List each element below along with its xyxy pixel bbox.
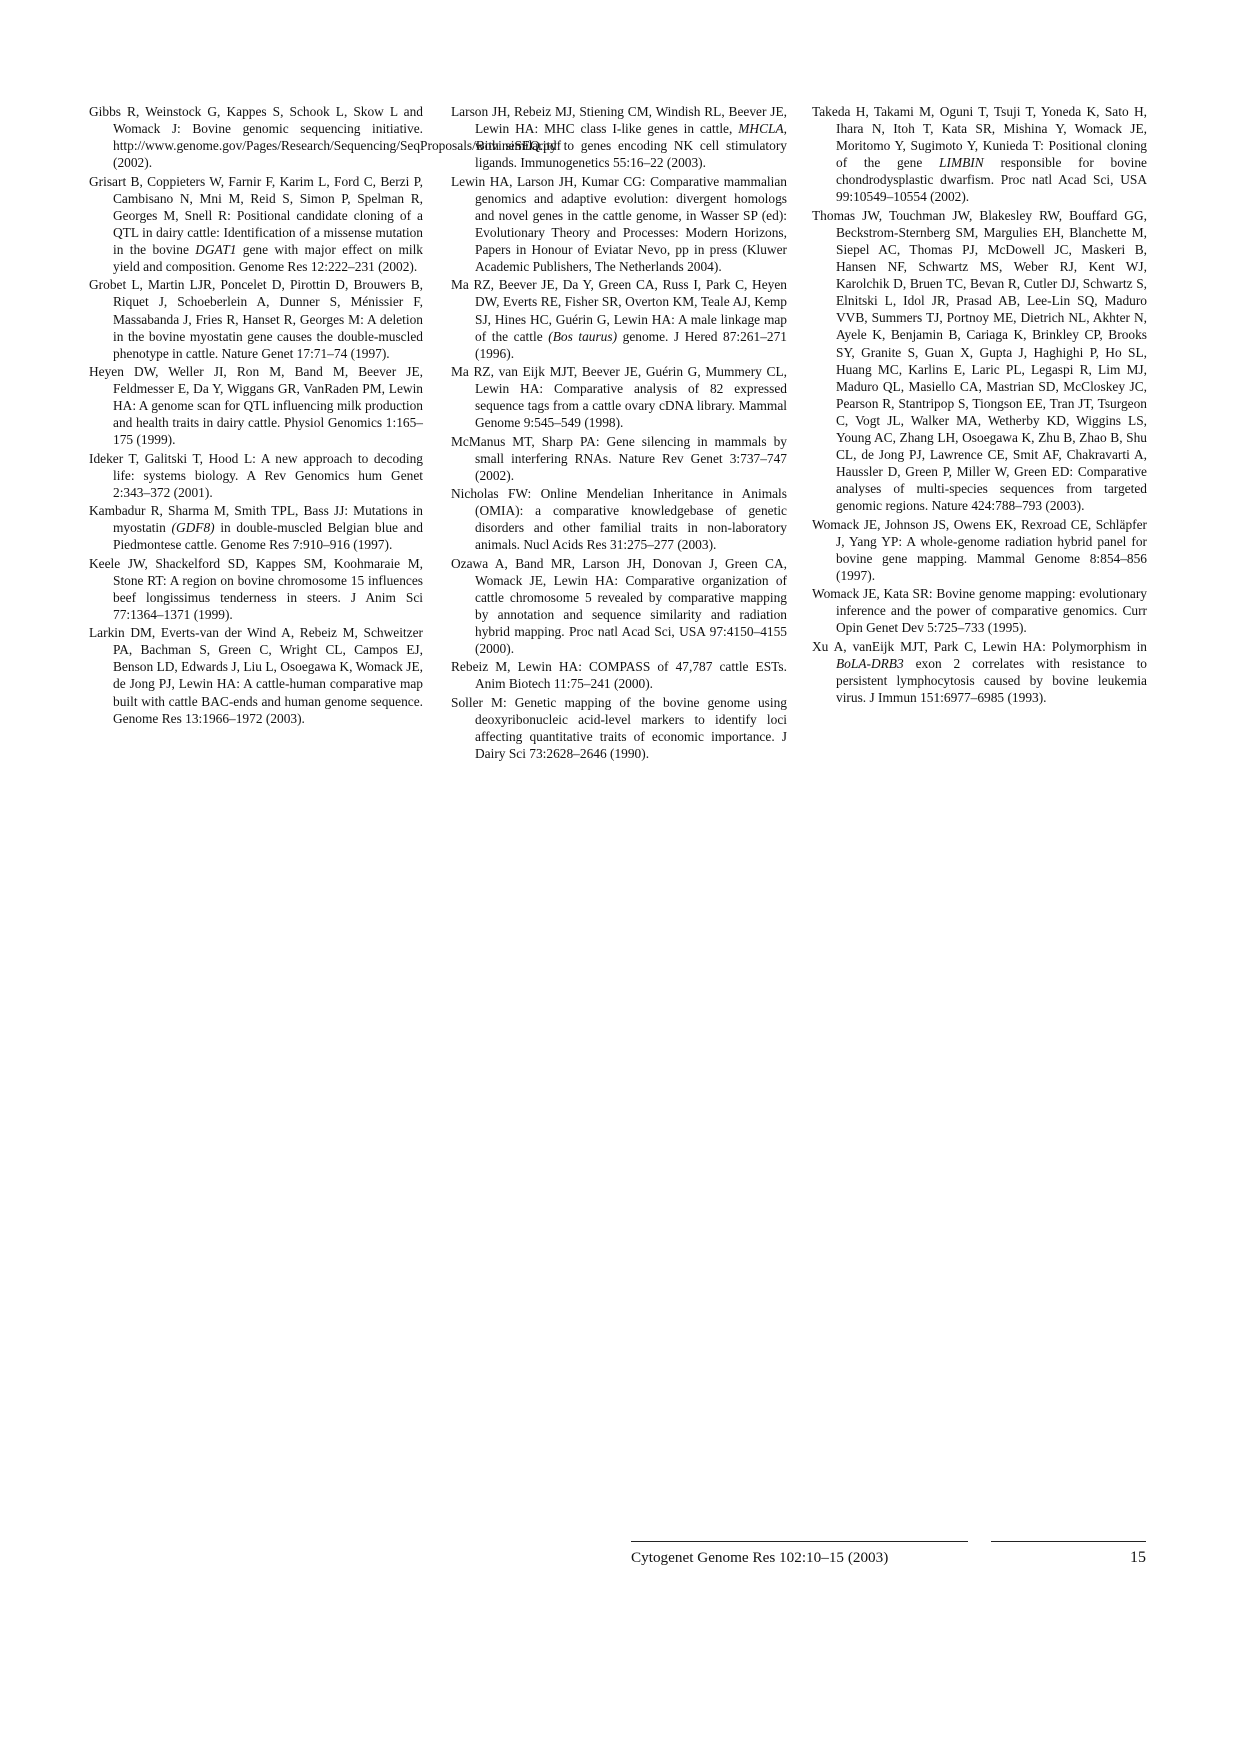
reference-entry xyxy=(89,276,423,361)
reference-entry xyxy=(451,103,787,171)
reference-text: Ozawa A, Band MR, Larson JH, Donovan J, Green CA, Womack JE, Lewin HA: Comparative organization of cattle chromosome 5 revealed by comparative mapping by annotation and sequence similarity and radiation hybrid mapping. Proc natl Acad Sci, USA 97:4150–4155 (2000). xyxy=(451,555,787,657)
reference-text: Heyen DW, Weller JI, Ron M, Band M, Beever JE, Feldmesser E, Da Y, Wiggans GR, VanRaden PM, Lewin HA: A genome scan for QTL influencing milk production and health traits in dairy cattle. Physiol Genomics 1:165–175 (1999). xyxy=(89,363,423,448)
reference-text: Ma RZ, van Eijk MJT, Beever JE, Guérin G, Mummery CL, Lewin HA: Comparative analysis of 82 expressed sequence tags from a cattle ovary cDNA library. Mammal Genome 9:545–549 (1998). xyxy=(451,363,787,431)
reference-italic-text: (GDF8) xyxy=(171,520,215,536)
reference-text: responsible for bovine chondrodysplastic dwarfism. Proc natl Acad Sci, USA 99:10549–10554 (2002). xyxy=(836,155,1147,205)
reference-italic-text: LIMBIN xyxy=(939,155,984,171)
page-number: 15 xyxy=(1130,1549,1146,1566)
reference-text: Kambadur R, Sharma M, Smith TPL, Bass JJ: Mutations in myostatin xyxy=(89,503,423,536)
reference-text: , with similarity to genes encoding NK cell stimulatory ligands. Immunogenetics 55:16–22 (2003). xyxy=(475,121,787,171)
reference-text: Grisart B, Coppieters W, Farnir F, Karim L, Ford C, Berzi P, Cambisano N, Mni M, Reid S, Simon P, Spelman R, Georges M, Snell R: Positional candidate cloning of a QTL in dairy cattle: Identification of a missense mutation in the bovine xyxy=(89,173,423,257)
reference-column-1 xyxy=(89,103,562,728)
reference-entry xyxy=(812,516,1147,584)
reference-italic-text: BoLA-DRB3 xyxy=(836,655,904,671)
reference-entry xyxy=(89,103,562,171)
reference-text: Larson JH, Rebeiz MJ, Stiening CM, Windish RL, Beever JE, Lewin HA: MHC class I-like genes in cattle, xyxy=(451,104,787,137)
reference-text: Nicholas FW: Online Mendelian Inheritance in Animals (OMIA): a comparative knowledgebase of genetic disorders and other familial traits in non-laboratory animals. Nucl Acids Res 31:275–277 (2003). xyxy=(451,486,787,553)
reference-text: Lewin HA, Larson JH, Kumar CG: Comparative mammalian genomics and adaptive evolution: divergent homologs and novel genes in the cattle genome, in Wasser SP (ed): Evolutionary Theory and Processes: Modern Horizons, Papers in Honour of Eviatar Nevo, pp in press (Kluwer Academic Publishers, The Netherlands 2004). xyxy=(451,173,787,275)
reference-text: Rebeiz M, Lewin HA: COMPASS of 47,787 cattle ESTs. Anim Biotech 11:75–241 (2000). xyxy=(451,659,787,692)
reference-text: Womack JE, Johnson JS, Owens EK, Rexroad CE, Schläpfer J, Yang YP: A whole-genome radiation hybrid panel for bovine gene mapping. Mammal Genome 8:854–856 (1997). xyxy=(812,516,1147,583)
reference-entry xyxy=(451,433,787,484)
reference-entry xyxy=(451,555,787,658)
footer-rule-left xyxy=(631,1541,968,1542)
reference-column-3 xyxy=(812,103,1147,707)
reference-text: in double-muscled Belgian blue and Piedmontese cattle. Genome Res 7:910–916 (1997). xyxy=(113,520,423,553)
reference-text: Soller M: Genetic mapping of the bovine genome using deoxyribonucleic acid-level markers to identify loci affecting quantitative traits of economic importance. J Dairy Sci 73:2628–2646 (1990). xyxy=(451,694,787,761)
reference-text: gene with major effect on milk yield and composition. Genome Res 12:222–231 (2002). xyxy=(113,241,423,275)
reference-column-2 xyxy=(451,103,787,763)
reference-text: Gibbs R, Weinstock G, Kappes S, Schook L, Skow L and Womack J: Bovine genomic sequencing initiative. http://www.genome.gov/Pages/Research/Sequencing/SeqProposals/BovineSEQ.pdf (2002). xyxy=(89,104,562,171)
reference-entry xyxy=(451,658,787,692)
reference-text: Takeda H, Takami M, Oguni T, Tsuji T, Yoneda K, Sato H, Ihara N, Itoh T, Kata SR, Mishina Y, Womack JE, Moritomo Y, Sugimoto Y, Kunieda T: Positional cloning of the gene xyxy=(812,104,1147,171)
reference-text: Grobet L, Martin LJR, Poncelet D, Pirottin D, Brouwers B, Riquet J, Schoeberlein A, Dunner S, Ménissier F, Massabanda J, Fries R, Hanset R, Georges M: A deletion in the bovine myostatin gene causes the double-muscled phenotype in cattle. Nature Genet 17:71–74 (1997). xyxy=(89,277,423,361)
reference-italic-text: MHCLA xyxy=(738,121,784,137)
reference-entry xyxy=(812,638,1147,706)
reference-entry xyxy=(451,173,787,276)
reference-text: Larkin DM, Everts-van der Wind A, Rebeiz M, Schweitzer PA, Bachman S, Green C, Wright CL, Campos EJ, Benson LD, Edwards J, Liu L, Osoegawa K, Womack JE, de Jong PJ, Lewin HA: A cattle-human comparative map built with cattle BAC-ends and human genome sequence. Genome Res 13:1966–1972 (2003). xyxy=(89,625,423,726)
reference-entry xyxy=(89,363,423,448)
reference-text: genome. J Hered 87:261–271 (1996). xyxy=(475,328,787,361)
reference-text: Ideker T, Galitski T, Hood L: A new approach to decoding life: systems biology. A Rev Genomics hum Genet 2:343–372 (2001). xyxy=(89,450,423,500)
reference-entry xyxy=(89,555,423,623)
reference-text: exon 2 correlates with resistance to persistent lymphocytosis caused by bovine leukemia virus. J Immun 151:6977–6985 (1993). xyxy=(836,655,1147,705)
reference-entry xyxy=(451,485,787,553)
reference-entry xyxy=(451,363,787,431)
reference-text: Thomas JW, Touchman JW, Blakesley RW, Bouffard GG, Beckstrom-Sternberg SM, Margulies EH, Blanchette M, Siepel AC, Thomas PJ, McDowell JC, Maskeri B, Hansen NF, Schwartz MS, Weber RJ, Kent WJ, Karolchik D, Bruen TC, Bevan R, Cutler DJ, Schwartz S, Elnitski L, Idol JR, Prasad AB, Lee-Lin SQ, Maduro VVB, Summers TJ, Portnoy ME, Dietrich NL, Akhter N, Ayele K, Benjamin B, Cariaga K, Brinkley CP, Brooks SY, Granite S, Guan X, Gupta J, Haghighi P, Ho SL, Huang MC, Karlins E, Laric PL, Legaspi R, Lim MJ, Maduro QL, Masiello CA, Mastrian SD, McCloskey JC, Pearson R, Stantripop S, Tiongson EE, Tran JT, Tsurgeon C, Vogt JL, Walker MA, Wetherby KD, Wiggins LS, Young AC, Zhang LH, Osoegawa K, Zhu B, Zhao B, Shu CL, de Jong PJ, Lawrence CE, Smit AF, Chakravarti A, Haussler D, Green P, Miller W, Green ED: Comparative analyses of multi-species sequences from targeted genomic regions. Nature 424:788–793 (2003). xyxy=(812,207,1147,514)
reference-italic-text: DGAT1 xyxy=(195,241,237,257)
reference-text: Ma RZ, Beever JE, Da Y, Green CA, Russ I, Park C, Heyen DW, Everts RE, Fisher SR, Overton KM, Teale AJ, Kemp SJ, Hines HC, Guérin G, Lewin HA: A male linkage map of the cattle xyxy=(451,277,787,344)
reference-text: Womack JE, Kata SR: Bovine genome mapping: evolutionary inference and the power of comparative genomics. Curr Opin Genet Dev 5:725–733 (1995). xyxy=(812,586,1147,636)
reference-entry xyxy=(89,450,423,501)
reference-text: Xu A, vanEijk MJT, Park C, Lewin HA: Polymorphism in xyxy=(812,638,1147,654)
reference-entry xyxy=(451,276,787,361)
reference-entry xyxy=(812,207,1147,515)
reference-text: McManus MT, Sharp PA: Gene silencing in mammals by small interfering RNAs. Nature Rev Genet 3:737–747 (2002). xyxy=(451,433,787,483)
journal-citation: Cytogenet Genome Res 102:10–15 (2003) xyxy=(631,1549,889,1566)
reference-text: Keele JW, Shackelford SD, Kappes SM, Koohmaraie M, Stone RT: A region on bovine chromosome 15 influences beef longissimus tenderness in steers. J Anim Sci 77:1364–1371 (1999). xyxy=(89,555,423,622)
reference-italic-text: (Bos taurus) xyxy=(548,328,618,344)
footer-rule-right xyxy=(991,1541,1146,1542)
page-footer xyxy=(631,1541,1146,1581)
reference-entry xyxy=(812,585,1147,636)
reference-entry xyxy=(89,502,423,553)
reference-entry xyxy=(89,173,423,276)
reference-entry xyxy=(451,694,787,762)
reference-entry xyxy=(89,624,423,727)
reference-entry xyxy=(812,103,1147,206)
